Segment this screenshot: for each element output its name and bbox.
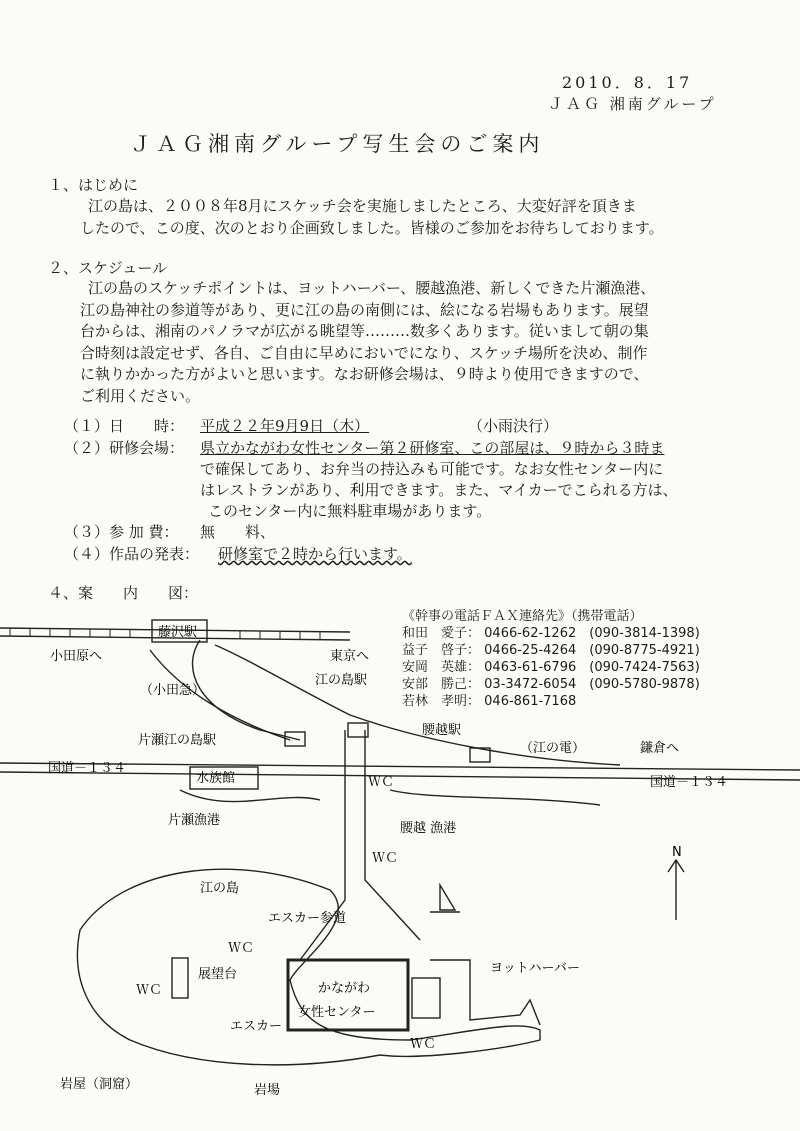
odawara-label: 小田原へ — [50, 649, 103, 664]
presentation-value: 研修室で２時から行います。 — [218, 545, 412, 563]
contact-mobile: (090-7424-7563) — [589, 660, 700, 675]
contacts-heading: 《幹事の電話ＦＡＸ連絡先》（携帯電話） — [402, 609, 643, 624]
schedule-line: に執りかかった方がよいと思います。なお研修会場は、９時より使用できますので、 — [80, 365, 649, 383]
center-name-line1: かながわ — [318, 981, 371, 996]
venue-line: このセンター内に無料駐車場があります。 — [208, 502, 492, 520]
koshigoe-station-label: 腰越駅 — [422, 723, 462, 738]
fujisawa-station-label: 藤沢駅 — [158, 625, 198, 640]
organization-name: ＪＡＧ 湘南グループ — [548, 95, 717, 113]
venue-text — [200, 438, 678, 522]
center-name-line2: 女性センター — [298, 1005, 376, 1020]
date-value: 平成２２年9月9日（木） — [200, 417, 370, 435]
contact-phone: 0466-62-1262 — [484, 626, 577, 641]
contacts-box — [402, 608, 700, 710]
schedule-line: 江の島のスケッチポイントは、ヨットハーバー、腰越漁港、新しくできた片瀬漁港、 — [88, 279, 656, 297]
contact-row — [402, 642, 700, 659]
wc-label: ＷＣ — [372, 851, 399, 866]
north-label: N — [672, 845, 682, 860]
fee-value: 無 料、 — [200, 523, 276, 541]
katase-port-label: 片瀬漁港 — [168, 813, 221, 828]
schedule-line: 台からは、湘南のパノラマが広がる眺望等………数多くあります。従いまして朝の集 — [80, 322, 649, 340]
map-heading: ４、案 内 図： — [48, 584, 199, 602]
contact-phone: 046-861-7168 — [484, 694, 577, 709]
contact-mobile: (090-5780-9878) — [589, 677, 700, 692]
schedule-paragraph — [80, 278, 655, 407]
contact-name: 安岡 英雄： — [402, 660, 481, 675]
wc-label: ＷＣ — [410, 1037, 437, 1052]
intro-heading: １、はじめに — [48, 176, 139, 194]
venue-line: はレストランがあり、利用できます。また、マイカーでこられる方は、 — [200, 481, 678, 499]
contact-name: 和田 愛子： — [402, 626, 481, 641]
contact-phone: 03-3472-6054 — [484, 677, 577, 692]
wc-label: ＷＣ — [368, 775, 395, 790]
rocks-label: 岩場 — [254, 1083, 281, 1098]
route-134-right-label: 国道－１３４ — [650, 775, 729, 790]
intro-line: 江の島は、２００８年8月にスケッチ会を実施しましたところ、大変好評を頂きま — [88, 197, 637, 215]
koshigoe-port-label: 腰越 漁港 — [400, 821, 457, 836]
north-arrow — [668, 860, 684, 920]
contact-row — [402, 659, 700, 676]
wc-label: ＷＣ — [228, 941, 255, 956]
schedule-line: ご利用ください。 — [80, 386, 201, 405]
contact-mobile: (090-3814-1398) — [589, 626, 700, 641]
odakyu-label: （小田急） — [140, 683, 206, 698]
contact-mobile: (090-8775-4921) — [589, 643, 700, 658]
kamakura-label: 鎌倉へ — [640, 741, 680, 756]
enoden-label: （江の電） — [520, 741, 586, 756]
date-note: （小雨決行） — [468, 417, 559, 435]
enoshima-label: 江の島 — [200, 881, 240, 896]
observatory-label: 展望台 — [198, 967, 238, 982]
fee-label: （３）参 加 費： — [64, 523, 179, 541]
contact-name: 益子 啓子： — [402, 643, 481, 658]
cave-label: 岩屋（洞窟） — [60, 1077, 139, 1092]
venue-line: 県立かながわ女性センター第２研修室、この部屋は、９時から３時ま — [200, 439, 665, 457]
document-title: ＪＡＧ湘南グループ写生会のご案内 — [130, 132, 545, 156]
escar-approach-label: エスカー参道 — [268, 911, 347, 926]
yacht-harbor-label: ヨットハーバー — [490, 961, 580, 976]
contact-phone: 0466-25-4264 — [484, 643, 577, 658]
enoshima-station-label: 江の島駅 — [315, 673, 368, 688]
intro-paragraph — [80, 196, 664, 239]
venue-line: で確保してあり、お弁当の持込みも可能です。なお女性センター内に — [200, 460, 664, 478]
contact-row — [402, 625, 700, 642]
contact-row — [402, 693, 700, 710]
wc-label: ＷＣ — [136, 983, 163, 998]
contact-name: 安部 勝己： — [402, 677, 481, 692]
observatory-tower — [172, 958, 188, 998]
contact-phone: 0463-61-6796 — [484, 660, 577, 675]
aquarium-label: 水族館 — [196, 771, 236, 786]
odakyu-line — [193, 640, 301, 740]
document-date: 2010．8．17 — [562, 73, 693, 92]
route-134-left-label: 国道－１３４ — [48, 761, 127, 776]
presentation-label: （４）作品の発表： — [64, 545, 200, 563]
schedule-line: 合時刻は設定せず、各自、ご自由に早めにおいでになり、スケッチ場所を決め、制作 — [80, 343, 648, 362]
contact-row — [402, 676, 700, 693]
schedule-heading: ２、スケジュール — [48, 259, 168, 277]
intro-line: したので、この度、次のとおり企画致しました。皆様のご参加をお待ちしております。 — [80, 218, 664, 237]
contact-name: 若林 孝明： — [402, 694, 481, 709]
katase-station-label: 片瀬江の島駅 — [138, 733, 217, 748]
schedule-line: 江の島神社の参道等があり、更に江の島の南側には、絵になる岩場もあります。展望 — [80, 300, 649, 319]
tokyo-label: 東京へ — [330, 649, 370, 664]
date-label: （１）日 時： — [64, 417, 185, 435]
escar-label: エスカー — [230, 1019, 283, 1034]
venue-label: （２）研修会場： — [64, 439, 185, 457]
